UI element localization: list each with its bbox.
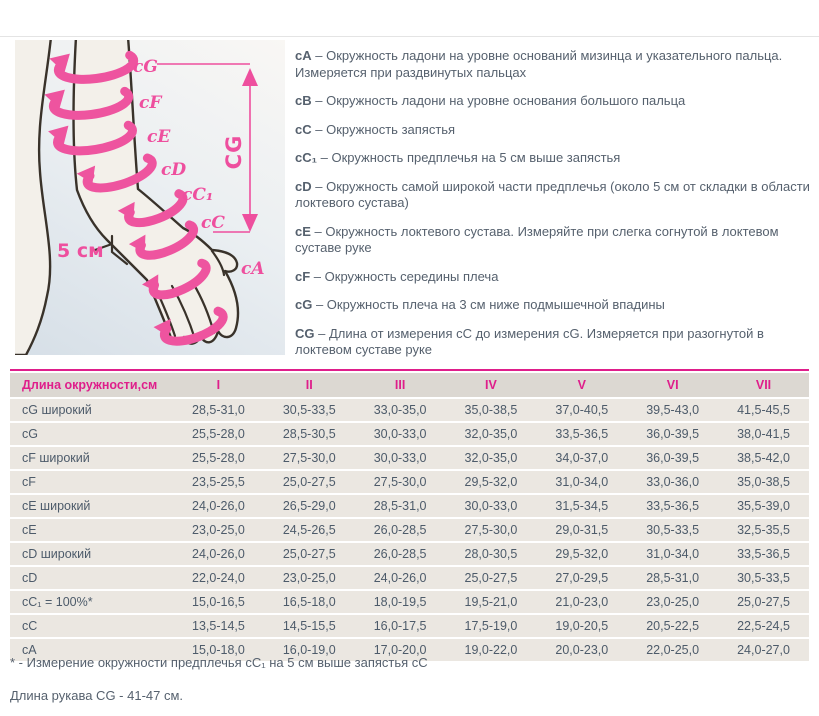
- row-label-cell: cD широкий: [10, 543, 173, 565]
- corner-header-cell: Длина окружности,см: [10, 373, 173, 397]
- value-cell: 28,5-31,0: [173, 399, 264, 421]
- value-cell: 19,0-20,5: [536, 615, 627, 637]
- value-cell: 33,5-36,5: [718, 543, 809, 565]
- cg-length-label: CG: [222, 134, 246, 170]
- row-label-cell: cA: [10, 639, 173, 661]
- description-text: – Окружность локтевого сустава. Измеряйте при слегка согнутой в локтевом суставе руке: [295, 223, 779, 255]
- value-cell: 33,0-36,0: [627, 471, 718, 493]
- value-cell: 35,5-39,0: [718, 495, 809, 517]
- arm-illustration: [15, 40, 285, 355]
- description-code: cA: [295, 48, 312, 63]
- table-row: [10, 423, 809, 445]
- table-row: [10, 519, 809, 541]
- size-column-header: VII: [718, 373, 809, 397]
- row-label-cell: cE: [10, 519, 173, 541]
- value-cell: 20,0-23,0: [536, 639, 627, 661]
- description-code: cB: [295, 93, 312, 108]
- description-item: [295, 93, 815, 110]
- value-cell: 29,0-31,5: [536, 519, 627, 541]
- value-cell: 27,0-29,5: [536, 567, 627, 589]
- value-cell: 29,5-32,0: [536, 543, 627, 565]
- measurement-guide: [15, 40, 819, 371]
- value-cell: 23,5-25,5: [173, 471, 264, 493]
- value-cell: 16,0-19,0: [264, 639, 355, 661]
- description-code: cD: [295, 178, 312, 194]
- description-code: CG: [295, 325, 315, 341]
- description-text: – Окружность самой широкой части предплечья (около 5 см от складки в области локтевого сустава): [295, 178, 810, 210]
- value-cell: 18,0-19,5: [355, 591, 446, 613]
- value-cell: 31,5-34,5: [536, 495, 627, 517]
- value-cell: 27,5-30,0: [446, 519, 537, 541]
- description-code: cC: [295, 121, 312, 137]
- value-cell: 23,0-25,0: [627, 591, 718, 613]
- value-cell: 30,0-33,0: [355, 447, 446, 469]
- description-text: – Окружность предплечья на 5 см выше запястья: [320, 150, 621, 165]
- value-cell: 35,0-38,5: [446, 399, 537, 421]
- torso-shape: [15, 40, 51, 355]
- value-cell: 38,0-41,5: [718, 423, 809, 445]
- row-label-cell: cC₁ = 100%*: [10, 591, 173, 613]
- value-cell: 24,0-26,0: [173, 495, 264, 517]
- description-text: – Окружность плеча на 3 см ниже подмышечной впадины: [315, 297, 665, 312]
- value-cell: 16,5-18,0: [264, 591, 355, 613]
- value-cell: 28,0-30,5: [446, 543, 537, 565]
- table-row: [10, 591, 809, 613]
- five-cm-label: 5 см: [57, 240, 104, 262]
- description-code: cC₁: [295, 150, 317, 165]
- value-cell: 16,0-17,5: [355, 615, 446, 637]
- table-row: [10, 399, 809, 421]
- description-text: – Окружность ладони на уровне основания большого пальца: [315, 93, 686, 108]
- value-cell: 24,5-26,5: [264, 519, 355, 541]
- value-cell: 19,0-22,0: [446, 639, 537, 661]
- value-cell: 28,5-31,0: [627, 567, 718, 589]
- description-code: cG: [295, 297, 313, 312]
- point-label-cd: cD: [161, 160, 187, 180]
- size-column-header: I: [173, 373, 264, 397]
- description-text: – Длина от измерения cC до измерения cG. Измеряется при разогнутой в локтевом суставе руке: [295, 325, 764, 357]
- row-label-cell: cG: [10, 423, 173, 445]
- value-cell: 32,0-35,0: [446, 423, 537, 445]
- table-row: [10, 495, 809, 517]
- size-column-header: V: [536, 373, 627, 397]
- description-item: [295, 297, 815, 314]
- value-cell: 24,0-27,0: [718, 639, 809, 661]
- description-item: [295, 224, 815, 257]
- description-item: [295, 326, 815, 359]
- value-cell: 31,0-34,0: [627, 543, 718, 565]
- table-row: [10, 615, 809, 637]
- value-cell: 14,5-15,5: [264, 615, 355, 637]
- value-cell: 20,5-22,5: [627, 615, 718, 637]
- value-cell: 29,5-32,0: [446, 471, 537, 493]
- value-cell: 22,0-25,0: [627, 639, 718, 661]
- value-cell: 30,0-33,0: [446, 495, 537, 517]
- row-label-cell: cC: [10, 615, 173, 637]
- value-cell: 17,0-20,0: [355, 639, 446, 661]
- size-table: [10, 369, 809, 663]
- point-label-cc1: cC₁: [182, 185, 214, 205]
- value-cell: 28,5-31,0: [355, 495, 446, 517]
- value-cell: 35,0-38,5: [718, 471, 809, 493]
- table-row: [10, 543, 809, 565]
- value-cell: 26,0-28,5: [355, 543, 446, 565]
- table-row: [10, 471, 809, 493]
- value-cell: 38,5-42,0: [718, 447, 809, 469]
- value-cell: 26,5-29,0: [264, 495, 355, 517]
- size-column-header: IV: [446, 373, 537, 397]
- description-text: – Окружность запястья: [315, 121, 456, 137]
- footnote-asterisk: * - Измерение окружности предплечья cC₁ на 5 см выше запястья cC: [10, 655, 428, 670]
- value-cell: 27,5-30,0: [355, 471, 446, 493]
- point-label-cf: cF: [139, 93, 162, 113]
- description-item: [295, 122, 815, 139]
- footnote-sleeve-length: Длина рукава CG - 41-47 см.: [10, 688, 184, 703]
- value-cell: 15,0-18,0: [173, 639, 264, 661]
- row-label-cell: cE широкий: [10, 495, 173, 517]
- value-cell: 24,0-26,0: [355, 567, 446, 589]
- value-cell: 19,5-21,0: [446, 591, 537, 613]
- value-cell: 17,5-19,0: [446, 615, 537, 637]
- point-label-cc: cC: [201, 213, 225, 233]
- size-column-header: II: [264, 373, 355, 397]
- value-cell: 21,0-23,0: [536, 591, 627, 613]
- description-code: cE: [295, 223, 311, 239]
- value-cell: 23,0-25,0: [264, 567, 355, 589]
- value-cell: 15,0-16,5: [173, 591, 264, 613]
- value-cell: 36,0-39,5: [627, 423, 718, 445]
- value-cell: 13,5-14,5: [173, 615, 264, 637]
- value-cell: 25,0-27,5: [264, 471, 355, 493]
- row-label-cell: cG широкий: [10, 399, 173, 421]
- value-cell: 23,0-25,0: [173, 519, 264, 541]
- value-cell: 31,0-34,0: [536, 471, 627, 493]
- descriptions-list: [285, 40, 819, 371]
- size-column-header: III: [355, 373, 446, 397]
- value-cell: 32,5-35,5: [718, 519, 809, 541]
- footnotes: [10, 655, 428, 703]
- value-cell: 22,0-24,0: [173, 567, 264, 589]
- table-row: [10, 567, 809, 589]
- value-cell: 24,0-26,0: [173, 543, 264, 565]
- description-item: [295, 48, 815, 81]
- value-cell: 28,5-30,5: [264, 423, 355, 445]
- value-cell: 39,5-43,0: [627, 399, 718, 421]
- value-cell: 25,5-28,0: [173, 423, 264, 445]
- table-row: [10, 447, 809, 469]
- value-cell: 26,0-28,5: [355, 519, 446, 541]
- value-cell: 25,0-27,5: [718, 591, 809, 613]
- value-cell: 25,0-27,5: [446, 567, 537, 589]
- value-cell: 25,5-28,0: [173, 447, 264, 469]
- row-label-cell: cF: [10, 471, 173, 493]
- value-cell: 37,0-40,5: [536, 399, 627, 421]
- point-label-ce: cE: [147, 127, 171, 147]
- description-item: [295, 269, 815, 286]
- point-label-ca: cA: [241, 259, 265, 279]
- value-cell: 30,0-33,0: [355, 423, 446, 445]
- size-column-header: VI: [627, 373, 718, 397]
- description-code: cF: [295, 268, 311, 284]
- point-label-cg: cG: [133, 57, 158, 77]
- value-cell: 27,5-30,0: [264, 447, 355, 469]
- measurement-diagram: [15, 40, 285, 355]
- value-cell: 41,5-45,5: [718, 399, 809, 421]
- value-cell: 30,5-33,5: [627, 519, 718, 541]
- value-cell: 30,5-33,5: [264, 399, 355, 421]
- value-cell: 36,0-39,5: [627, 447, 718, 469]
- description-text: – Окружность ладони на уровне оснований мизинца и указательного пальца. Измеряется при раздвинутых пальцах: [295, 48, 783, 80]
- row-label-cell: cF широкий: [10, 447, 173, 469]
- description-text: – Окружность середины плеча: [313, 268, 499, 284]
- description-item: [295, 179, 815, 212]
- value-cell: 33,5-36,5: [536, 423, 627, 445]
- value-cell: 33,0-35,0: [355, 399, 446, 421]
- value-cell: 22,5-24,5: [718, 615, 809, 637]
- size-table-body: [10, 399, 809, 661]
- row-label-cell: cD: [10, 567, 173, 589]
- table-header-row: [10, 373, 809, 397]
- value-cell: 33,5-36,5: [627, 495, 718, 517]
- value-cell: 25,0-27,5: [264, 543, 355, 565]
- top-divider: [0, 36, 819, 37]
- value-cell: 32,0-35,0: [446, 447, 537, 469]
- value-cell: 34,0-37,0: [536, 447, 627, 469]
- value-cell: 30,5-33,5: [718, 567, 809, 589]
- description-item: [295, 150, 815, 167]
